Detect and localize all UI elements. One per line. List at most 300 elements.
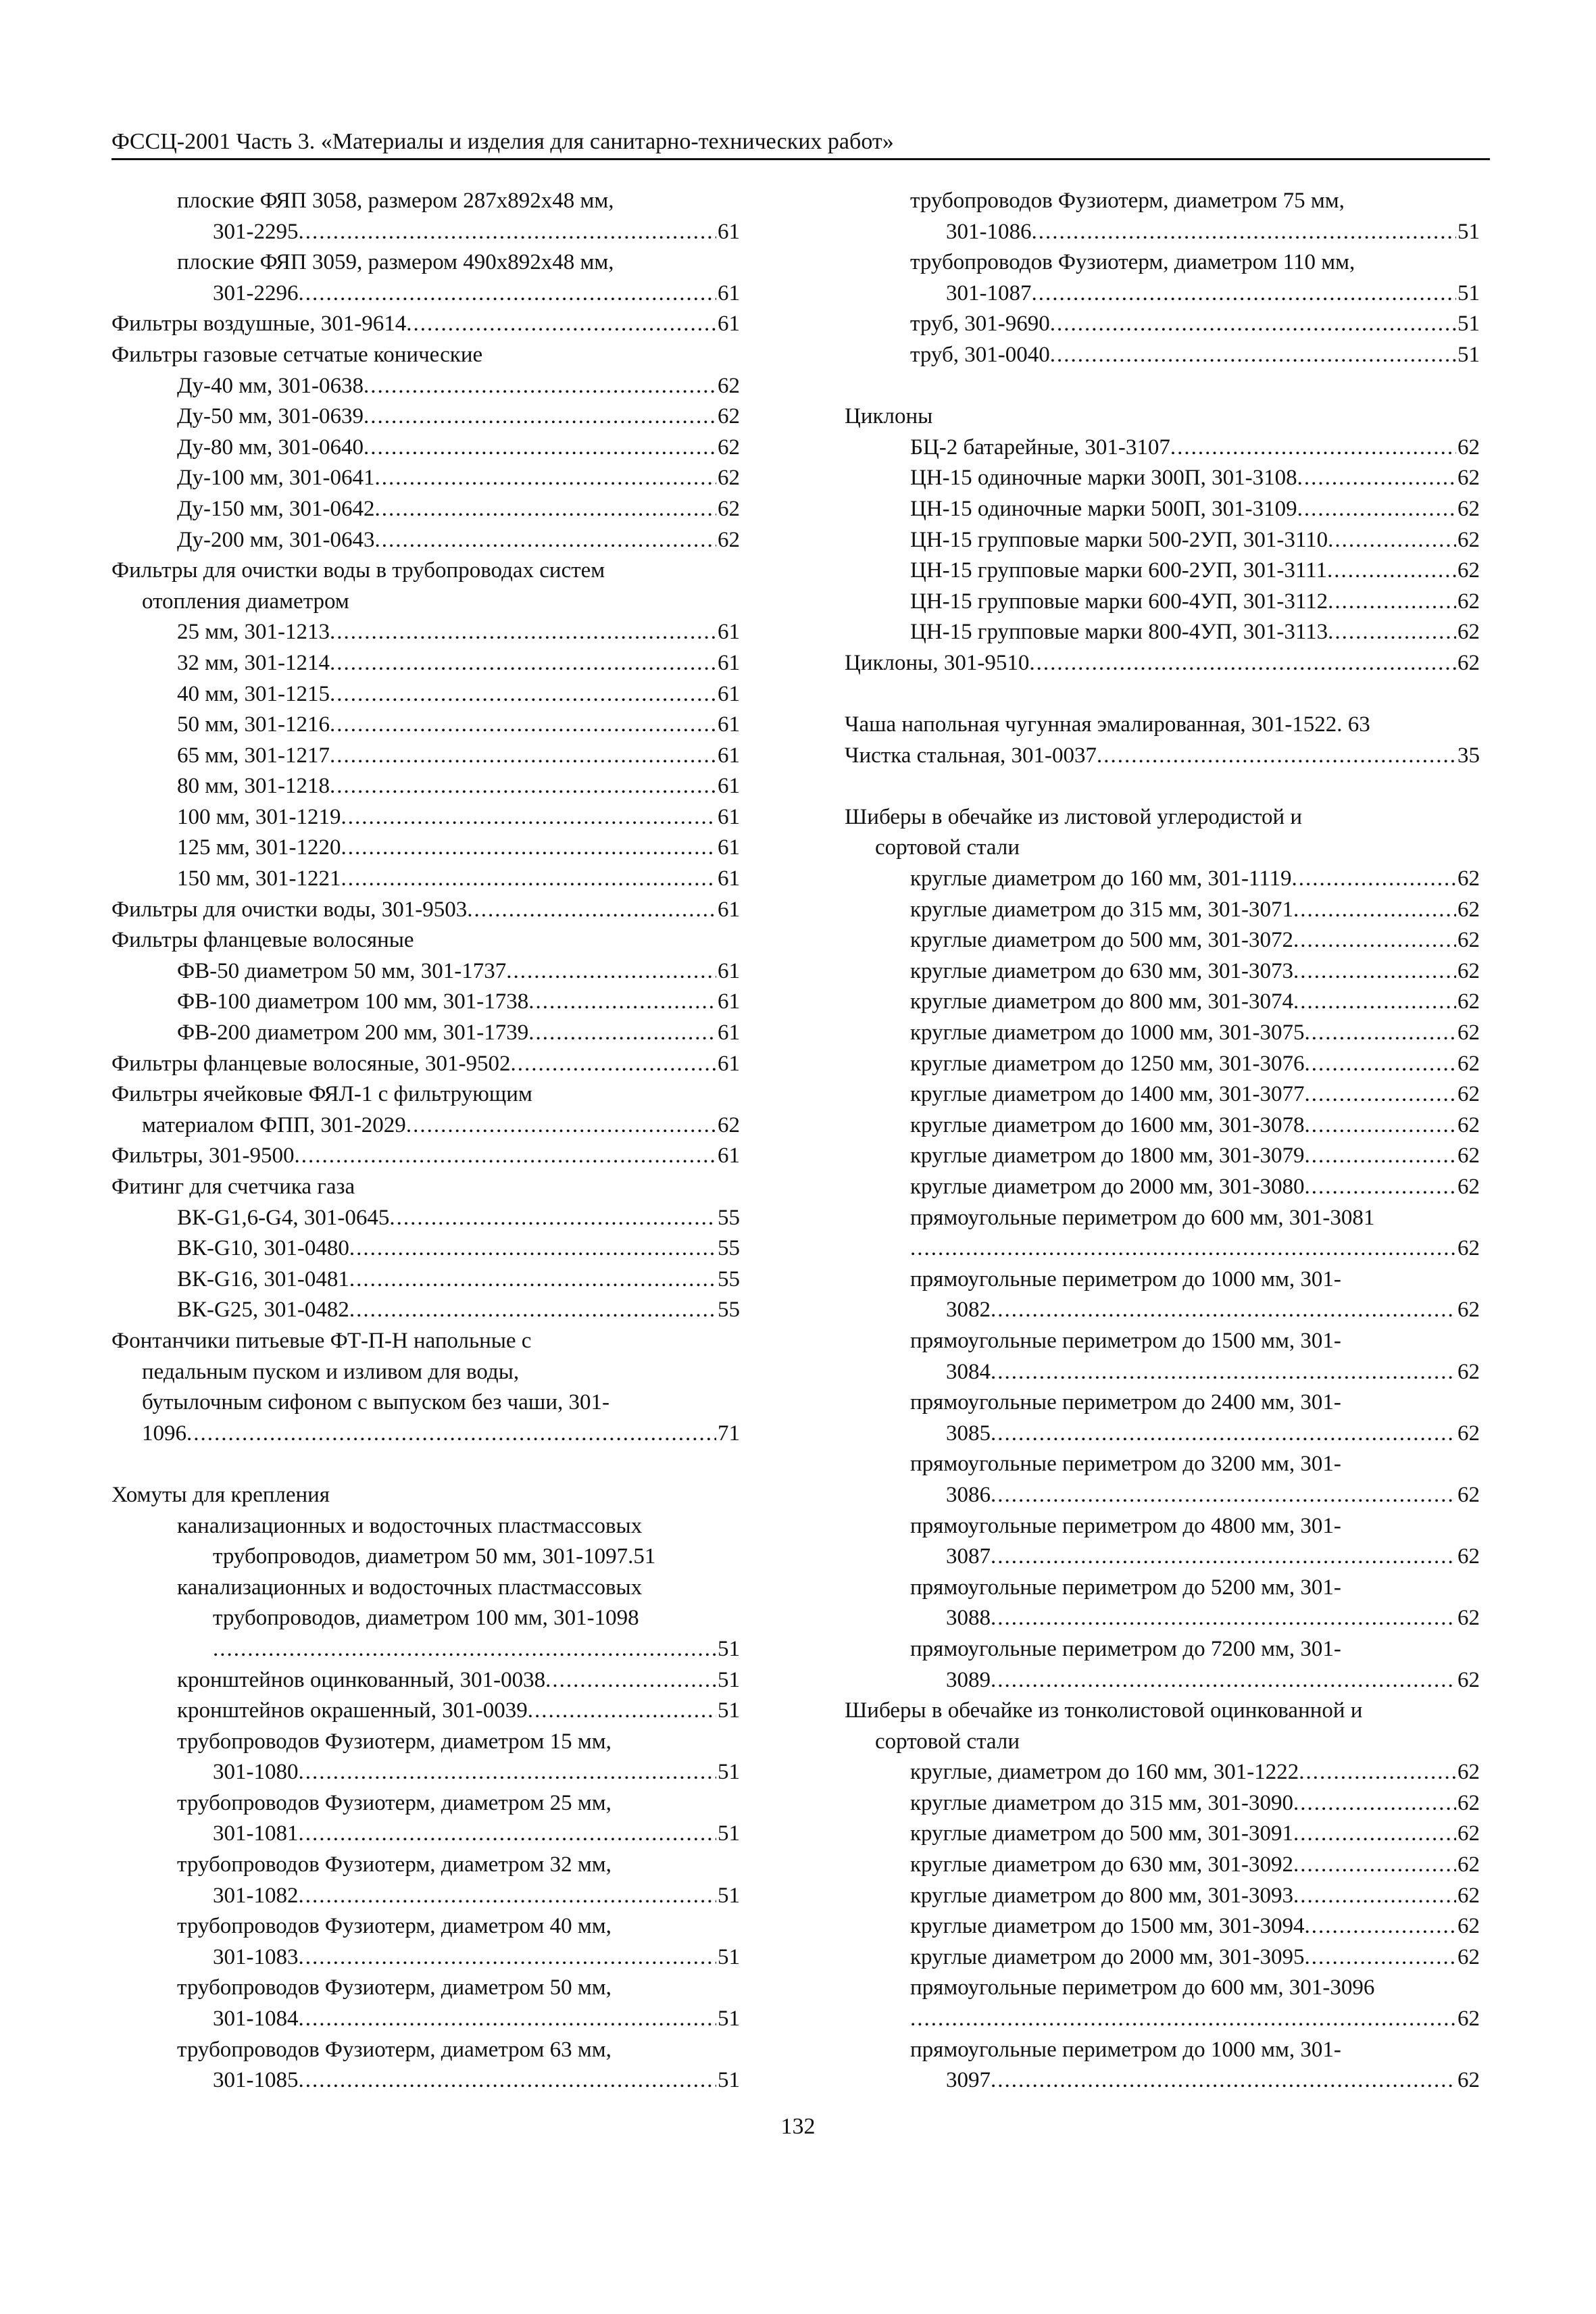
index-entry-text: ЦН-15 одиночные марки 300П, 301-3108	[910, 466, 1297, 491]
index-entry-text: плоские ФЯП 3059, размером 490х892х48 мм,	[177, 250, 614, 275]
index-entry-text: трубопроводов Фузиотерм, диаметром 25 мм,	[177, 1790, 612, 1815]
dot-leader	[294, 1141, 716, 1172]
dot-leader	[991, 1480, 1456, 1511]
index-entry	[845, 895, 1480, 926]
index-entry-text: 3088	[946, 1606, 991, 1631]
index-entry-page: 61	[718, 1051, 740, 1076]
index-entry-page: 62	[1457, 620, 1480, 645]
index-entry-page: 62	[718, 496, 740, 521]
index-entry-text: ФВ-200 диаметром 200 мм, 301-1739	[177, 1020, 529, 1045]
index-entry	[111, 1757, 740, 1788]
index-entry	[845, 1480, 1480, 1511]
index-entry-text: ВК-G25, 301-0482	[177, 1298, 349, 1323]
index-entry	[845, 186, 1480, 217]
index-entry	[111, 1018, 740, 1049]
index-entry	[845, 1911, 1480, 1942]
index-entry-text: круглые, диаметром до 160 мм, 301-1222	[910, 1760, 1299, 1785]
index-entry	[111, 1295, 740, 1326]
index-entry-text: Фитинг для счетчика газа	[111, 1175, 355, 1199]
index-entry-text: круглые диаметром до 1000 мм, 301-3075	[910, 1020, 1305, 1045]
index-entry-page: 61	[718, 774, 740, 799]
index-entry	[845, 1264, 1480, 1296]
index-entry	[845, 556, 1480, 587]
index-entry-page: 62	[1457, 1421, 1480, 1446]
index-entry-page: 51	[1457, 342, 1480, 367]
index-entry	[111, 1665, 740, 1696]
index-entry-text: 65 мм, 301-1217	[177, 743, 330, 768]
index-entry-page: 62	[1457, 1606, 1480, 1631]
index-entry-page: 51	[718, 1821, 740, 1846]
dot-leader	[910, 1233, 1456, 1264]
dot-leader	[1328, 525, 1456, 556]
dot-leader	[1293, 1819, 1456, 1850]
dot-leader	[299, 217, 717, 248]
dot-leader	[1328, 617, 1456, 648]
index-entry	[845, 1881, 1480, 1912]
index-entry-text: 301-1083	[213, 1944, 299, 1969]
index-entry	[845, 833, 1480, 864]
dot-leader	[511, 1049, 716, 1080]
index-entry-page: 62	[1457, 866, 1480, 891]
index-entry	[845, 1203, 1480, 1234]
index-entry-text: прямоугольные периметром до 7200 мм, 301-	[910, 1636, 1341, 1661]
index-entry-page: 51	[718, 1883, 740, 1908]
index-entry	[845, 1110, 1480, 1141]
index-entry-text: ЦН-15 групповые марки 600-2УП, 301-3111	[910, 558, 1327, 583]
index-entry-page: 55	[718, 1205, 740, 1230]
index-entry	[845, 1696, 1480, 1727]
dot-leader	[389, 1203, 716, 1234]
index-entry-text: Чаша напольная чугунная эмалированная, 301-1522. 63	[845, 712, 1370, 737]
index-entry-text: плоские ФЯП 3058, размером 287х892х48 мм,	[177, 189, 614, 213]
index-entry-page: 55	[718, 1236, 740, 1261]
dot-leader	[341, 864, 716, 895]
index-entry	[845, 463, 1480, 494]
index-entry	[111, 771, 740, 802]
index-entry-text: 40 мм, 301-1215	[177, 681, 330, 706]
dot-leader	[1097, 741, 1456, 772]
index-entry	[845, 1757, 1480, 1788]
index-entry-page: 62	[1457, 1051, 1480, 1076]
dot-leader	[991, 1542, 1456, 1573]
index-entry-page: 62	[718, 435, 740, 460]
index-entry-page: 62	[1457, 435, 1480, 460]
blank-line	[845, 771, 1480, 802]
index-entry-text: 3085	[946, 1421, 991, 1446]
index-entry-text: ФВ-100 диаметром 100 мм, 301-1738	[177, 989, 529, 1014]
index-entry	[111, 1634, 740, 1665]
index-entry	[845, 525, 1480, 556]
index-entry-text: Фильтры ячейковые ФЯЛ-1 с фильтрующим	[111, 1082, 532, 1107]
index-entry-text: Фильтры для очистки воды в трубопроводах систем	[111, 558, 605, 583]
index-entry	[845, 1018, 1480, 1049]
index-entry-text: круглые диаметром до 500 мм, 301-3072	[910, 928, 1293, 953]
dot-leader	[1297, 463, 1456, 494]
index-entry	[845, 1233, 1480, 1264]
index-entry-page: 51	[718, 1944, 740, 1969]
index-entry-text: труб, 301-0040	[910, 342, 1050, 367]
index-entry	[111, 217, 740, 248]
dot-leader	[1032, 217, 1457, 248]
index-entry-text: Ду-40 мм, 301-0638	[177, 373, 364, 398]
index-entry-text: круглые диаметром до 2000 мм, 301-3080	[910, 1175, 1305, 1199]
index-entry-page: 62	[718, 1112, 740, 1137]
dot-leader	[1032, 278, 1457, 310]
index-entry	[845, 1387, 1480, 1419]
blank-line	[111, 1449, 740, 1480]
index-entry-page: 62	[1457, 1544, 1480, 1569]
index-entry	[845, 309, 1480, 340]
index-entry	[845, 1079, 1480, 1110]
index-entry-text: 3097	[946, 2068, 991, 2093]
index-entry-page: 62	[1457, 1944, 1480, 1969]
dot-leader	[299, 1819, 717, 1850]
index-entry-text: Шиберы в обечайке из тонколистовой оцинкованной и	[845, 1698, 1363, 1723]
index-entry-text: ВК-G10, 301-0480	[177, 1236, 349, 1261]
index-entry-text: трубопроводов Фузиотерм, диаметром 50 мм,	[177, 1975, 612, 2000]
index-entry-page: 61	[718, 1020, 740, 1045]
index-entry-text: сортовой стали	[875, 835, 1020, 860]
index-entry-text: отопления диаметром	[142, 589, 349, 614]
index-entry-text: трубопроводов Фузиотерм, диаметром 40 мм,	[177, 1914, 612, 1939]
index-entry-text: кронштейнов окрашенный, 301-0039	[177, 1698, 528, 1723]
index-entry	[111, 1727, 740, 1758]
dot-leader	[375, 494, 716, 525]
index-entry	[111, 1357, 740, 1388]
index-entry	[111, 1079, 740, 1110]
index-entry-text: бутылочным сифоном с выпуском без чаши, 301-	[142, 1390, 609, 1415]
index-entry-text: 301-1084	[213, 2007, 299, 2032]
dot-leader	[341, 833, 716, 864]
index-entry-text: прямоугольные периметром до 4800 мм, 301-	[910, 1513, 1341, 1538]
dot-leader	[375, 463, 716, 494]
dot-leader	[991, 1357, 1456, 1388]
index-entry-text: прямоугольные периметром до 600 мм, 301-3081	[910, 1205, 1375, 1230]
dot-leader	[528, 1018, 716, 1049]
index-entry-text: материалом ФПП, 301-2029	[142, 1112, 406, 1137]
index-entry-text: Чистка стальная, 301-0037	[845, 743, 1097, 768]
index-entry-text: ЦН-15 групповые марки 800-4УП, 301-3113	[910, 620, 1328, 645]
index-entry-text: Фильтры, 301-9500	[111, 1143, 295, 1168]
index-entry-text: круглые диаметром до 500 мм, 301-3091	[910, 1821, 1293, 1846]
dot-leader	[186, 1419, 716, 1450]
index-entry-page: 62	[1457, 1852, 1480, 1877]
index-entry	[111, 401, 740, 433]
index-entry-page: 62	[1457, 1790, 1480, 1815]
index-entry	[111, 1049, 740, 1080]
index-entry-page: 62	[718, 527, 740, 552]
index-entry	[845, 1172, 1480, 1203]
index-entry-text: круглые диаметром до 800 мм, 301-3093	[910, 1883, 1293, 1908]
index-entry-text: 301-2295	[213, 219, 299, 244]
index-entry	[111, 710, 740, 741]
index-entry	[845, 1850, 1480, 1881]
index-entry	[845, 1603, 1480, 1634]
index-entry-text: 3087	[946, 1544, 991, 1569]
index-entry-page: 62	[1457, 1143, 1480, 1168]
index-entry-text: кронштейнов оцинкованный, 301-0038	[177, 1667, 546, 1692]
index-entry-page: 61	[718, 712, 740, 737]
dot-leader	[1305, 1911, 1457, 1942]
dot-leader	[545, 1665, 716, 1696]
dot-leader	[991, 1295, 1456, 1326]
index-entry-page: 55	[718, 1298, 740, 1323]
index-entry	[111, 1542, 740, 1573]
dot-leader	[364, 401, 716, 433]
index-entry-text: 125 мм, 301-1220	[177, 835, 341, 860]
index-entry-page: 61	[718, 743, 740, 768]
index-entry-text: 301-1087	[946, 280, 1032, 305]
index-entry-text: прямоугольные периметром до 1500 мм, 301-	[910, 1328, 1341, 1353]
dot-leader	[341, 802, 716, 833]
index-entry	[845, 1326, 1480, 1357]
index-entry	[111, 309, 740, 340]
index-entry-text: круглые диаметром до 160 мм, 301-1119	[910, 866, 1292, 891]
dot-leader	[330, 710, 716, 741]
index-entry	[845, 710, 1480, 741]
dot-leader	[991, 1603, 1456, 1634]
index-entry	[111, 1573, 740, 1604]
index-entry	[111, 1511, 740, 1542]
blank-line	[845, 679, 1480, 710]
index-entry-page: 61	[718, 650, 740, 675]
index-entry	[111, 1141, 740, 1172]
index-entry-text: трубопроводов, диаметром 100 мм, 301-1098	[213, 1606, 639, 1631]
dot-leader	[349, 1233, 716, 1264]
index-entry	[845, 1727, 1480, 1758]
index-entry	[845, 1973, 1480, 2004]
index-entry-text: прямоугольные периметром до 600 мм, 301-3096	[910, 1975, 1375, 2000]
dot-leader	[1293, 1881, 1456, 1912]
index-entry	[111, 525, 740, 556]
index-entry	[111, 463, 740, 494]
index-entry-page: 61	[718, 312, 740, 337]
index-entry-page: 61	[718, 989, 740, 1014]
index-entry-text: 25 мм, 301-1213	[177, 620, 330, 645]
dot-leader	[364, 433, 716, 464]
index-entry	[111, 1788, 740, 1819]
index-entry-page: 51	[1457, 219, 1480, 244]
index-entry	[111, 2004, 740, 2035]
index-entry-text: ЦН-15 одиночные марки 500П, 301-3109	[910, 496, 1297, 521]
dot-leader	[375, 525, 716, 556]
index-entry	[845, 648, 1480, 679]
index-entry	[111, 1326, 740, 1357]
dot-leader	[1050, 340, 1456, 371]
index-entry-text: круглые диаметром до 800 мм, 301-3074	[910, 989, 1293, 1014]
index-entry	[845, 1295, 1480, 1326]
dot-leader	[1297, 494, 1456, 525]
dot-leader	[1299, 1757, 1456, 1788]
index-entry	[845, 741, 1480, 772]
index-entry	[845, 1634, 1480, 1665]
index-entry-page: 62	[1457, 989, 1480, 1014]
dot-leader	[299, 1757, 717, 1788]
dot-leader	[1305, 1049, 1457, 1080]
index-entry-text: Циклоны	[845, 404, 933, 429]
index-entry	[111, 278, 740, 310]
index-entry-text: ЦН-15 групповые марки 500-2УП, 301-3110	[910, 527, 1328, 552]
index-entry-text: круглые диаметром до 1600 мм, 301-3078	[910, 1112, 1305, 1137]
index-entry	[845, 1819, 1480, 1850]
index-entry-text: Хомуты для крепления	[111, 1482, 330, 1507]
index-entry-text: круглые диаметром до 2000 мм, 301-3095	[910, 1944, 1305, 1969]
dot-leader	[364, 371, 716, 402]
index-entry-page: 62	[1457, 1082, 1480, 1107]
index-entry-page: 62	[1457, 1821, 1480, 1846]
dot-leader	[1293, 987, 1456, 1018]
index-entry-text: 301-1085	[213, 2068, 299, 2093]
blank-line	[845, 371, 1480, 402]
dot-leader	[1293, 956, 1456, 987]
index-entry-text: сортовой стали	[875, 1729, 1020, 1754]
index-entry-page: 61	[718, 620, 740, 645]
index-entry	[111, 2065, 740, 2096]
index-entry	[845, 278, 1480, 310]
index-entry-page: 35	[1457, 743, 1480, 768]
index-entry-text: круглые диаметром до 1800 мм, 301-3079	[910, 1143, 1305, 1168]
index-entry-page: 62	[1457, 1883, 1480, 1908]
dot-leader	[1305, 1018, 1457, 1049]
index-entry	[111, 1387, 740, 1419]
index-entry	[111, 556, 740, 587]
dot-leader	[406, 309, 716, 340]
index-entry-text: 301-1081	[213, 1821, 299, 1846]
index-entry-page: 51	[718, 1636, 740, 1661]
dot-leader	[991, 1419, 1456, 1450]
index-entry-text: Ду-50 мм, 301-0639	[177, 404, 364, 429]
index-entry-page: 62	[1457, 958, 1480, 983]
dot-leader	[1305, 1172, 1457, 1203]
index-entry-page: 62	[1457, 1914, 1480, 1939]
index-entry	[111, 679, 740, 710]
index-entry-text: Ду-80 мм, 301-0640	[177, 435, 364, 460]
index-entry-text: трубопроводов, диаметром 50 мм, 301-1097.51	[213, 1544, 656, 1569]
index-entry	[845, 494, 1480, 525]
index-entry-page: 51	[1457, 312, 1480, 337]
index-entry-text: труб, 301-9690	[910, 312, 1050, 337]
index-entry-text: канализационных и водосточных пластмассовых	[177, 1575, 643, 1600]
dot-leader	[991, 2065, 1456, 2096]
index-entry	[111, 1203, 740, 1234]
dot-leader	[1170, 433, 1456, 464]
index-entry-text: ЦН-15 групповые марки 600-4УП, 301-3112	[910, 589, 1328, 614]
index-entry	[111, 186, 740, 217]
index-entry-text: Ду-150 мм, 301-0642	[177, 496, 375, 521]
index-entry-page: 61	[718, 681, 740, 706]
dot-leader	[1327, 556, 1456, 587]
index-entry-text: ВК-G1,6-G4, 301-0645	[177, 1205, 390, 1230]
dot-leader	[330, 741, 716, 772]
index-entry-text: круглые диаметром до 315 мм, 301-3071	[910, 897, 1293, 922]
index-entry	[111, 987, 740, 1018]
index-entry-page: 62	[1457, 1482, 1480, 1507]
dot-leader	[1293, 895, 1456, 926]
dot-leader	[213, 1634, 716, 1665]
index-entry-text: 80 мм, 301-1218	[177, 774, 330, 799]
index-entry	[845, 1419, 1480, 1450]
dot-leader	[1293, 925, 1456, 956]
index-entry-text: БЦ-2 батарейные, 301-3107	[910, 435, 1170, 460]
index-entry	[111, 925, 740, 956]
index-entry-page: 62	[1457, 1298, 1480, 1323]
index-entry-page: 51	[718, 1667, 740, 1692]
index-entry	[111, 587, 740, 618]
dot-leader	[1293, 1850, 1456, 1881]
dot-leader	[349, 1295, 716, 1326]
index-entry-text: 3086	[946, 1482, 991, 1507]
index-entry-text: круглые диаметром до 1250 мм, 301-3076	[910, 1051, 1305, 1076]
index-entry	[845, 1788, 1480, 1819]
index-entry	[111, 1233, 740, 1264]
dot-leader	[528, 987, 716, 1018]
index-entry	[111, 802, 740, 833]
dot-leader	[299, 278, 717, 310]
index-entry-page: 62	[718, 373, 740, 398]
index-entry-text: ВК-G16, 301-0481	[177, 1266, 349, 1291]
index-entry	[845, 956, 1480, 987]
index-entry	[845, 1573, 1480, 1604]
index-entry-page: 51	[1457, 280, 1480, 305]
index-entry	[111, 2035, 740, 2066]
index-entry-page: 62	[1457, 897, 1480, 922]
index-entry-page: 62	[1457, 1359, 1480, 1384]
index-entry-page: 62	[1457, 2068, 1480, 2093]
index-entry-page: 62	[1457, 589, 1480, 614]
index-entry-text: 50 мм, 301-1216	[177, 712, 330, 737]
index-entry	[111, 1419, 740, 1450]
index-entry	[111, 1603, 740, 1634]
index-entry	[111, 1819, 740, 1850]
dot-leader	[1305, 1942, 1457, 1973]
index-entry-text: 100 мм, 301-1219	[177, 804, 341, 829]
dot-leader	[1292, 864, 1456, 895]
dot-leader	[506, 956, 716, 987]
index-entry-text: 3084	[946, 1359, 991, 1384]
dot-leader	[1305, 1079, 1457, 1110]
index-entry-page: 61	[718, 866, 740, 891]
index-entry	[111, 833, 740, 864]
index-entry-text: трубопроводов Фузиотерм, диаметром 15 мм,	[177, 1729, 612, 1754]
dot-leader	[330, 679, 716, 710]
dot-leader	[910, 2004, 1456, 2035]
index-entry-text: 301-2296	[213, 280, 299, 305]
index-entry	[845, 340, 1480, 371]
index-entry-text: круглые диаметром до 1400 мм, 301-3077	[910, 1082, 1305, 1107]
index-entry	[845, 401, 1480, 433]
index-entry-page: 71	[718, 1421, 740, 1446]
index-entry	[845, 1511, 1480, 1542]
index-entry	[845, 2004, 1480, 2035]
index-entry	[845, 802, 1480, 833]
index-entry-page: 62	[1457, 1020, 1480, 1045]
dot-leader	[1293, 1788, 1456, 1819]
index-entry	[111, 371, 740, 402]
dot-leader	[330, 617, 716, 648]
index-entry-text: 150 мм, 301-1221	[177, 866, 341, 891]
index-entry-page: 62	[1457, 527, 1480, 552]
index-entry-text: трубопроводов Фузиотерм, диаметром 110 мм,	[910, 250, 1355, 275]
index-entry	[111, 433, 740, 464]
index-entry-text: 3089	[946, 1667, 991, 1692]
index-entry	[845, 2035, 1480, 2066]
dot-leader	[330, 771, 716, 802]
index-entry-text: Фонтанчики питьевые ФТ-П-Н напольные с	[111, 1328, 532, 1353]
index-entry-text: Ду-100 мм, 301-0641	[177, 466, 375, 491]
dot-leader	[349, 1264, 716, 1296]
dot-leader	[1328, 587, 1456, 618]
index-entry-page: 61	[718, 280, 740, 305]
